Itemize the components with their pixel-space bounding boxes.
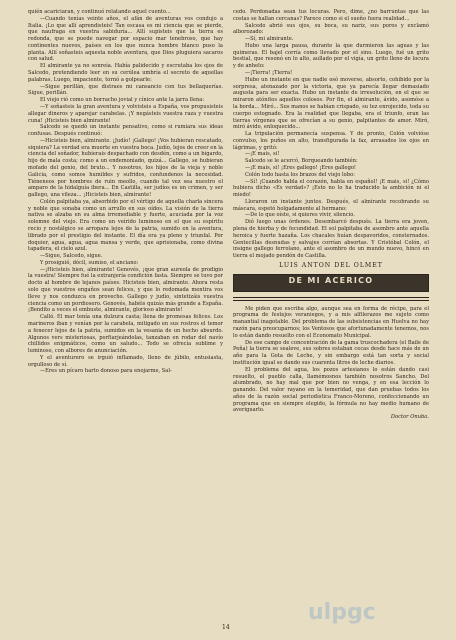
paragraph: quién acariciaran, y continuó relatando aquel cuento...: [28, 9, 171, 15]
paragraph: Y prosiguió, dócil, sumiso, el anciano:: [40, 259, 139, 266]
page-number: 14: [222, 624, 230, 631]
paragraph: Salcedo se le acercó, Borqueando también:: [245, 158, 358, 165]
paragraph: cedo. Perdonadas sean tus locuras. Pero, dime, ¿no barruntas que las costas se hallan cercanas? Parece como si el sueño fuera realidad...: [233, 9, 429, 22]
paragraph: El viejo rió como un borracho jovial y cínico ante la jarra llena:: [40, 97, 205, 104]
paragraph: Salcedo abrió sus ojos, su boca, su nariz, sus poros y exclamó alborozado:: [233, 22, 429, 36]
paragraph: Dió luego unas órdenes. Desembarcó después. La tierra era joven, plena de hierba y de fecundidad. El sol palpitaba de asombro ante aquella heroica y fuerte hazaña. Los chacales huían despavoridos, consternados. Gentecillas desnudas y salvajes corrían absortas. Y Cristóbal Colón, el insigne gallego ferrolano, ante el asombro de un mundo nuevo, hincó en tierra el mojado pendón de Castilla.: [233, 219, 429, 260]
signature: Doctor Onuba.: [390, 414, 429, 421]
paragraph: —Y soñasteis la gran aventura y volvisteis a España, vos propusisteis allegar dineros y aparejar carabelas. ¡Y negásteis vuestra raza y vuestra cuna! ¡Hicisteis bien almirante!: [28, 103, 223, 124]
paragraph: —Sigue, Salcedo, sigue.: [40, 253, 103, 260]
author-byline: LUIS ANTON DEL OLMET: [279, 261, 383, 269]
paragraph: —Sí! ¡Cuando habla el corazón, habla en español! ¡E mais, si! ¿Cómo hubiera dicho «Es verdad»? ¡Esto no lo ha traducido la ambición ni el miedo!: [233, 178, 429, 199]
section-divider: [233, 297, 429, 301]
paragraph: El almirante ya no sonreía. Había palidecido y escrutaba los ojos de Salcedo, pretendiendo leer en su cerúlea umbría el secreto de aquellas palabras. Luego, impaciente, tornó a golpearle:: [28, 63, 223, 83]
section-header: [233, 274, 429, 292]
paragraph: —¡Hicisteis bien, almirante! Genovés, ¡que gran aureola de prodigio la vuestra! Siempre fué la extranjería condición fasta. Siempre se tuvo por docto al hombre de lejanos países. Hicisteis bien, almirante. Ahora resta solo que vuestros engaños sean felices, y que lo redomada mentira vos lleve y nos conduzca en provecho. Gallego y judío, sintetizáis vuestra ciencia como un pordiosero. Genovés, habéis quizás más grande a España. ¡Bendito a veces el embuste, almirante, glorioso almirante!: [28, 266, 223, 314]
paragraph: —Sigue perillán, que distraes mi cansancio con tus bellaquerías. Sigue, perillán.: [28, 83, 223, 97]
paragraph: Salcedo se quedó un instante pensativo, como si rumiara sus ideas confusas. Después continuó:: [28, 124, 223, 138]
paragraph: Calló. El mar tenía una dulzura casta; llena de promesas felices. Los marineros iban y venían por la carabela, mitigado en sus rostros el temor a fenecer lejos de la patria, sumidos en la vesania de un hecho absurdo. Algunos vers misteriosas, porfiarjeándolas, tanzaban en rodar del navío chillidos enigmáticos, como un saludo... Todo se ofrecía sublime y luminoso, con albores de anunciación.: [28, 314, 223, 355]
paragraph: De ese campo de concentración de la gama truscochadera (el Baile de Peña) la tierra se sealeve, sus sobres estaban cecas desde hace más de un año para la Gota de Leche, y sin embargo está tan sorta y social institución igual se dando sus cuarenta litros de leche diarios.: [233, 339, 429, 366]
paragraph: Colón todo hasta los brazos del viejo lobo:: [245, 171, 355, 178]
left-column: [28, 9, 223, 375]
paragraph: Colón palpitaba ya, absorbido por el vértigo de aquella charla sincera y noble que sonaba como un arrullo en sus oídos. La visión de la tierra nativa se alzaba en su alma irremediable y fuerte, acuciada por la voz solemne del viejo. Era como un veírido luminoso en el que su espíritu recio y nostálgico se arropara lejos de la patria, sumido en la aventura, librado por el prestigio del instante. El día era ya pleno y triunfal. Por doquier, agua, agua, agua mansa y verde, que aprisionaba, como divina tapadera, el cielo azul.: [28, 198, 223, 253]
paragraph: —¡E mais, si! ¡Eres gallego! ¡Eres gallego!: [245, 164, 356, 171]
paragraph: Hubo una larga pausa, durante la que durmieron las aguas y las quimeras. El bajel corría como llevado por el sino. Luego, fué un grito bestial, que resonó en lo alto, aullado por el vigía, un grito lleno de locura y de anhelo:: [233, 42, 429, 70]
paragraph: —Sí, mi almirante.: [245, 36, 294, 43]
paragraph: Lloraron un instante juntos. Después, el almirante recobrando su máscara, espetó holgadamente al hermano:: [233, 198, 429, 212]
paragraph: Hubo un instante en que nadie osó moverse, absorto, cohibido por la sorpresa, atenazado por la victoria, que ya parecía llegar demasiado augusta para ser exacta. Hubo un instante de irresolución, en el que se miraron atónitos aquellos colosos. Por fin, el almirante, ávido, asomóse a la borda... Miró... Sus manos se habían crispado, su tez enrojecido, toda su cuerpo estognado. Era la realidad que llegaba, era el triunfo, eran las tierras vírgenes que se ofrecían a su genio, palpitantes de amor. Miró, miró ávido, enloquecido...: [233, 76, 429, 131]
paragraph: La tripulación permanecía suspensa. Y de pronto, Colón volvióse convulso, los puños en alto, transfigurada la faz, arrasados los ojos en lágrimas, y gritó:: [233, 131, 429, 151]
section-title: DE MI ACERICO: [288, 275, 374, 285]
paragraph: —¡E mais, si!: [245, 151, 280, 158]
paragraph: —De lo que oíste, si quieres vivir, silencio.: [245, 212, 355, 219]
paragraph: El problema del agua, los pozos artesianos lo están dando casi resuelto, el pueblo calla, llamémosnos también nosotros Sancho. Del alumbrado, no hay mal que por bien no venga, y en esa lección lo ganando. Del valor rayano en la temeridad, que dan pruebas todos los años de la razón social periodística Franco-Moreno, confeccionando un programa que en siempre elegido, la fórmula no hay medio humano de averiguarlo.: [233, 366, 429, 414]
paragraph: —Cuando tenías veinte años, el afán de aventuras vos condujo a Italia. ¡Lo que allí aprendisteis! Tan escasa es mi ciencia que se pierde, que naufraga en vuestra sabiduría... Allí supisteis que la tierra es redonda, que se puede navegar por espacio mar tenebroso, que hay continentes nuevos, países en los que nunca hombre blanco puso la planta. Allí soñasteis aquesta noble aventura, que Dios pluguiera sacaros con salud.: [28, 15, 223, 63]
paragraph: Y el aventurero se irguió inflamado, lleno de júbilo, entusiasta, orgulloso de sí.: [28, 354, 223, 368]
paragraph: —Eres un pícaro harto donoso para enojarme, Sal-: [40, 368, 172, 375]
right-column: [233, 9, 429, 421]
paragraph: Me piden que escriba algo, aunque sea en forma de récipe, para el programa de festejos veraniegos, y a mis alfilerazos me sujeto como manantial inagotable. Del problema de las subsistencias en Huelva no hay razón para preocuparnos; los Ventosos que afortunadamente tenemos, nos lo están dando resuelto con el Economato Municipal.: [233, 305, 429, 339]
watermark-logo: ulpgc: [308, 600, 376, 625]
paragraph: —Hicisteis bien, almirante. ¡Judío! ¡Gallego! ¡Vos hubieran rescatado, siquiera? La verdad era muerte en vuestra boca. Judío, lejos de creer en la ciencia del soñador, hubierais despachado con desdén, como a un bigardo, hijo de mala costa; como a un endemoniado, quizá... Gallego, se hubieran mofado del genio, del bruto... Y nosotros, los hijos de la vieja y noble Galicia, como somos humildes y sufridos, confundenos la necesidad. Tiéneneos por hombres de ruin meollo, cuando tal vez sea nuestro el amparo de la hidalguía ibera... En Castilla, ser judíos es un crimen, y ser gallego, una vileza... ¡Hicisteis bien, almirante!: [28, 137, 223, 199]
paragraph: —¡Tierra! ¡Tierra!: [245, 70, 293, 77]
